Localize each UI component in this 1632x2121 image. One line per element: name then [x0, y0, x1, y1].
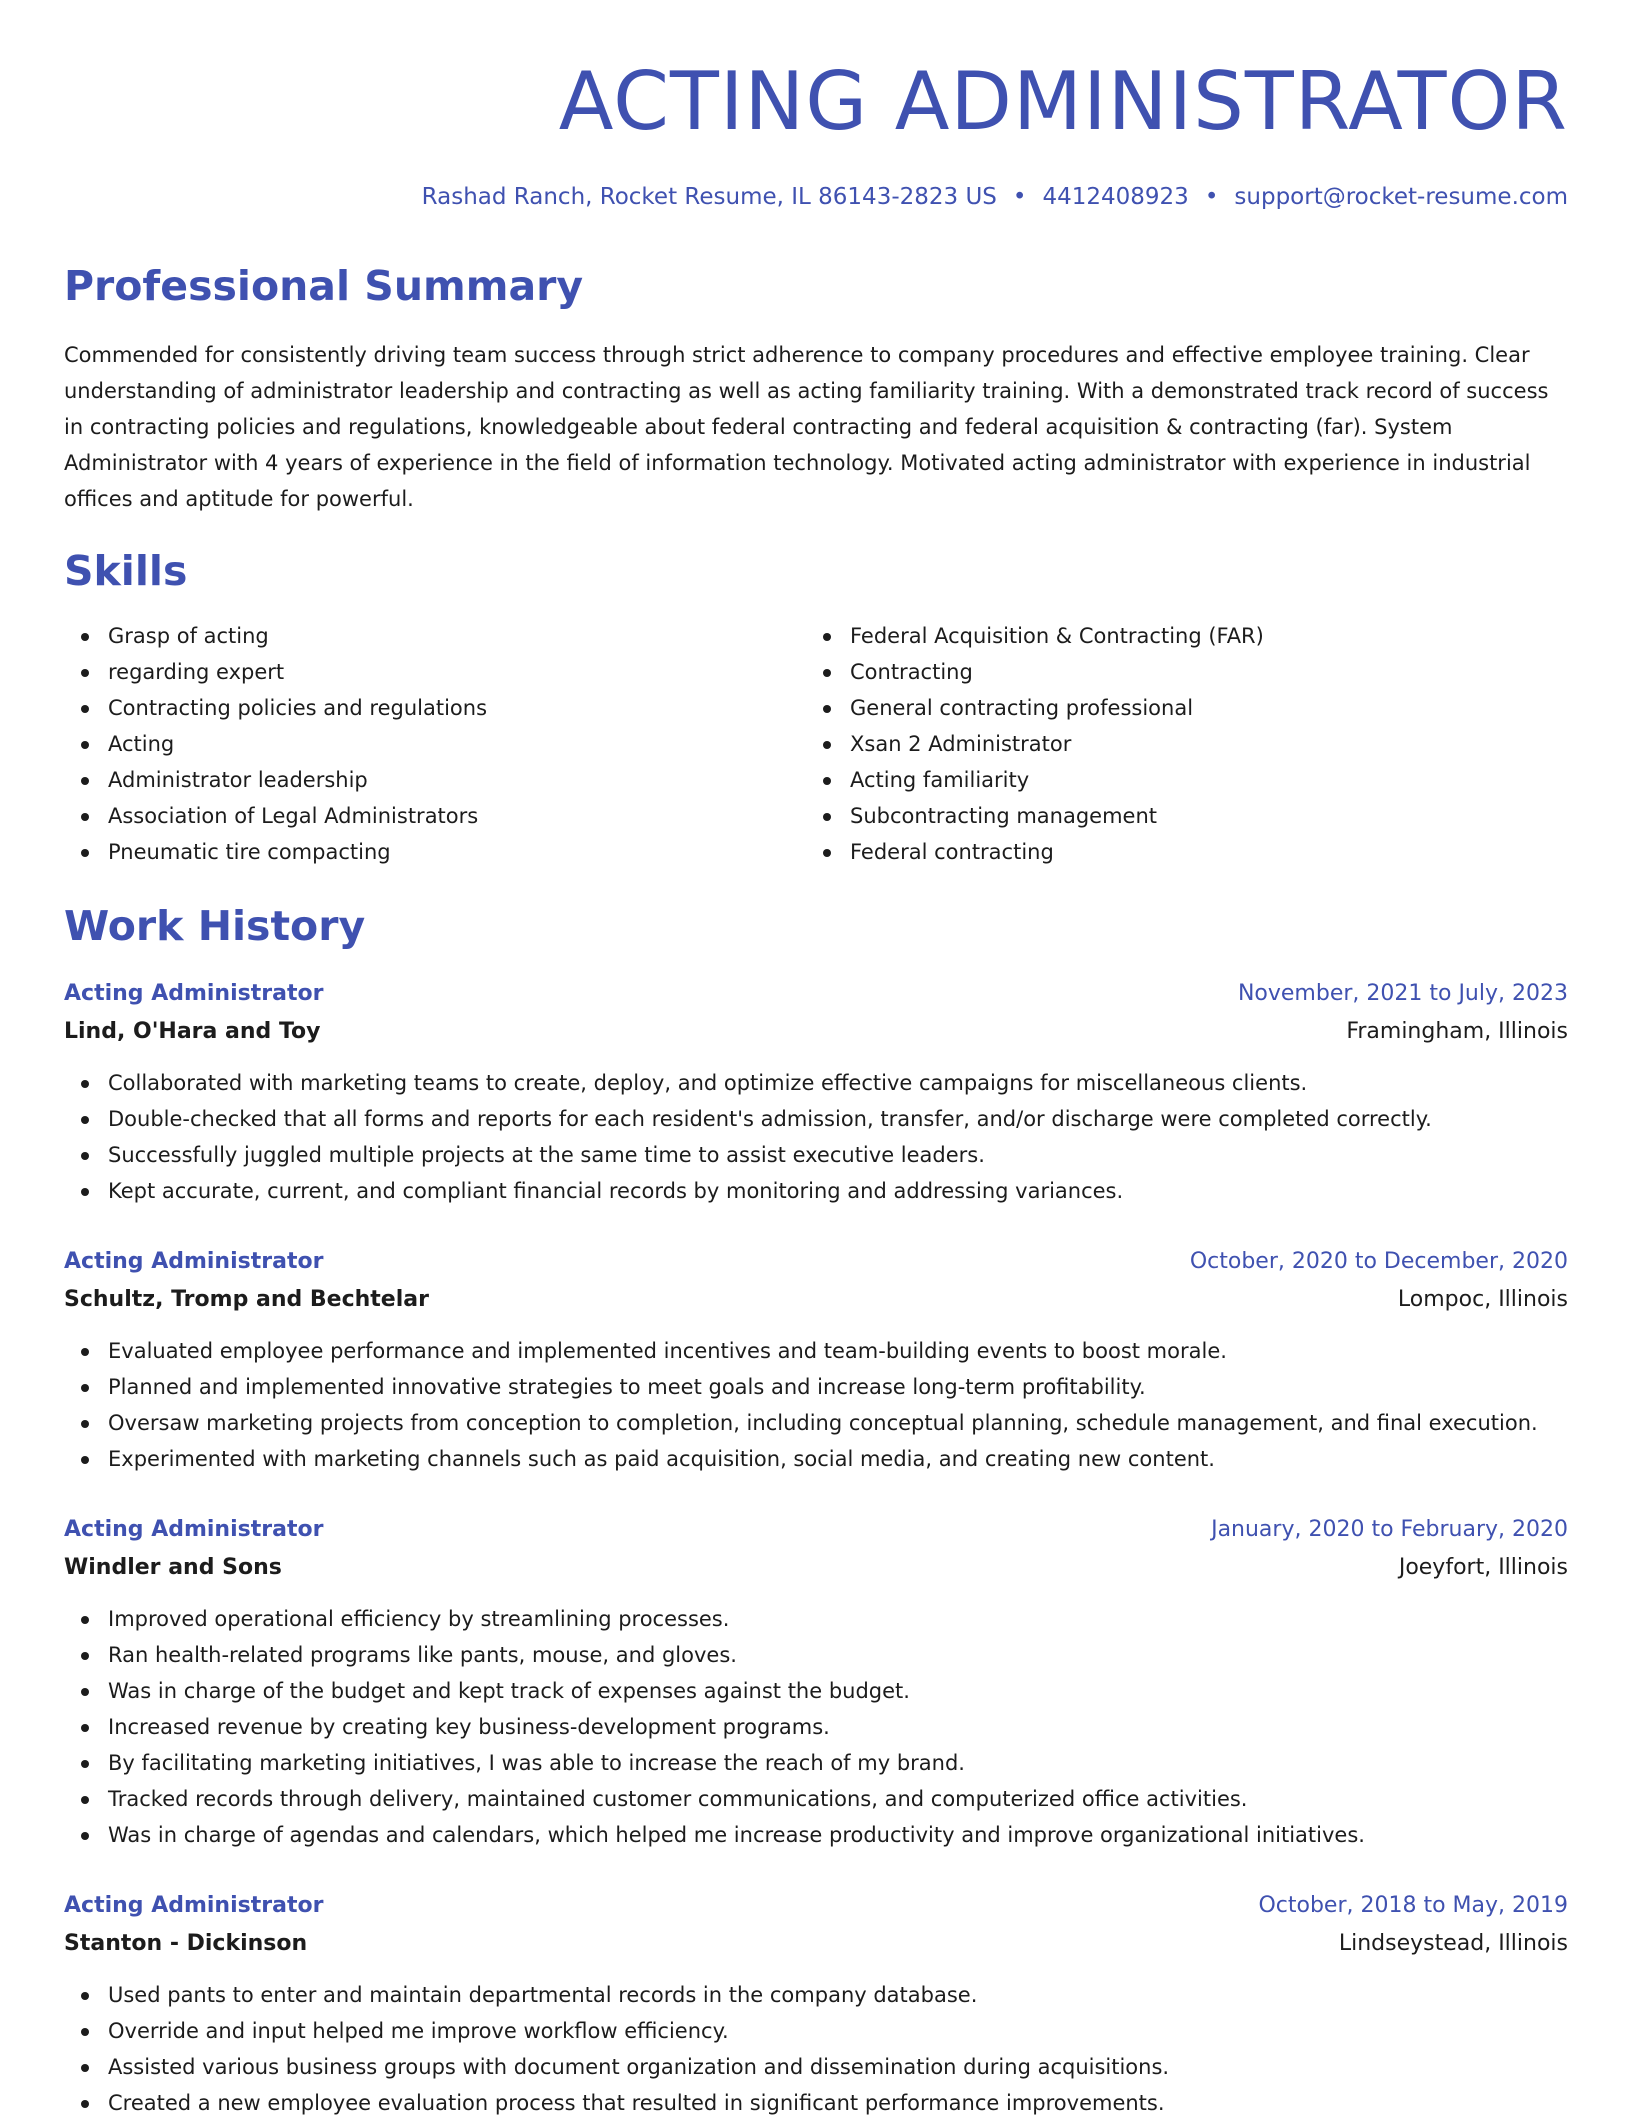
skill-item: Federal contracting	[850, 834, 1548, 870]
job-bullet: Used pants to enter and maintain departmental records in the company database.	[108, 1977, 1568, 2013]
job-bullet: Ran health-related programs like pants, mouse, and gloves.	[108, 1637, 1568, 1673]
job-location: Lompoc, Illinois	[1397, 1287, 1568, 1312]
skill-item: Administrator leadership	[108, 762, 806, 798]
skill-item: Acting familiarity	[850, 762, 1548, 798]
job-entry	[64, 975, 1568, 1209]
job-bullet: Experimented with marketing channels such as paid acquisition, social media, and creating new content.	[108, 1441, 1568, 1477]
job-title: Acting Administrator	[64, 1517, 324, 1542]
skill-item: Grasp of acting	[108, 618, 806, 654]
job-company: Schultz, Tromp and Bechtelar	[64, 1287, 429, 1312]
resume-page	[64, 0, 1568, 2121]
skill-item: regarding expert	[108, 654, 806, 690]
job-header-row	[64, 975, 1568, 1013]
job-bullet: Evaluated employee performance and implemented incentives and team-building events to boost morale.	[108, 1333, 1568, 1369]
job-company-row	[64, 1925, 1568, 1963]
job-bullets	[64, 1601, 1568, 1853]
job-title: Acting Administrator	[64, 1249, 324, 1274]
job-bullet: Tracked records through delivery, maintained customer communications, and computerized office activities.	[108, 1781, 1568, 1817]
skill-item: Pneumatic tire compacting	[108, 834, 806, 870]
job-header-row	[64, 1243, 1568, 1281]
job-company-row	[64, 1013, 1568, 1051]
skill-item: Contracting	[850, 654, 1548, 690]
job-dates: October, 2018 to May, 2019	[1258, 1893, 1568, 1918]
job-bullet: Override and input helped me improve workflow efficiency.	[108, 2013, 1568, 2049]
job-bullets	[64, 1977, 1568, 2121]
job-location: Lindseystead, Illinois	[1338, 1931, 1568, 1956]
job-company: Stanton - Dickinson	[64, 1931, 308, 1956]
contact-separator: •	[1204, 184, 1219, 210]
job-entry	[64, 1511, 1568, 1853]
skill-item: General contracting professional	[850, 690, 1548, 726]
job-bullet: Was in charge of agendas and calendars, which helped me increase productivity and improve organizational initiatives.	[108, 1817, 1568, 1853]
job-dates: January, 2020 to February, 2020	[1211, 1517, 1568, 1542]
job-title: Acting Administrator	[64, 1893, 324, 1918]
job-bullets	[64, 1065, 1568, 1209]
job-header-row	[64, 1887, 1568, 1925]
job-header-row	[64, 1511, 1568, 1549]
job-dates: October, 2020 to December, 2020	[1189, 1249, 1568, 1274]
skill-item: Xsan 2 Administrator	[850, 726, 1548, 762]
job-bullet: Planned and implemented innovative strategies to meet goals and increase long-term profitability.	[108, 1369, 1568, 1405]
contact-address: Rashad Ranch, Rocket Resume, IL 86143-2823 US	[421, 184, 997, 210]
skill-item: Acting	[108, 726, 806, 762]
skills-column-right	[806, 618, 1548, 870]
job-entry	[64, 1243, 1568, 1477]
contact-line	[64, 184, 1568, 214]
job-company: Windler and Sons	[64, 1555, 282, 1580]
job-title: Acting Administrator	[64, 981, 324, 1006]
skill-item: Association of Legal Administrators	[108, 798, 806, 834]
skill-item: Contracting policies and regulations	[108, 690, 806, 726]
job-company-row	[64, 1281, 1568, 1319]
skills-list	[64, 618, 1568, 870]
work-history-heading: Work History	[64, 902, 366, 950]
summary-heading: Professional Summary	[64, 262, 584, 310]
job-dates: November, 2021 to July, 2023	[1237, 981, 1568, 1006]
skill-item: Federal Acquisition & Contracting (FAR)	[850, 618, 1548, 654]
job-bullet: Increased revenue by creating key business-development programs.	[108, 1709, 1568, 1745]
job-bullet: Oversaw marketing projects from conception to completion, including conceptual planning, schedule management, and final execution.	[108, 1405, 1568, 1441]
contact-phone: 4412408923	[1042, 184, 1189, 210]
job-bullets	[64, 1333, 1568, 1477]
summary-text: Commended for consistently driving team success through strict adherence to company procedures and effective employee training. Clear understanding of administrator leadership and contracting as well as acting familiarity training. With a demonstrated track record of success in contracting policies and regulations, knowledgeable about federal contracting and federal acquisition & contracting (far). System Administrator with 4 years of experience in the field of information technology. Motivated acting administrator with experience in industrial offices and aptitude for powerful.	[64, 343, 1549, 511]
job-company-row	[64, 1549, 1568, 1587]
job-bullet: Created a new employee evaluation process that resulted in significant performance improvements.	[108, 2085, 1568, 2121]
job-bullet: Double-checked that all forms and reports for each resident's admission, transfer, and/or discharge were completed correctly.	[108, 1101, 1568, 1137]
job-bullet: Assisted various business groups with document organization and dissemination during acquisitions.	[108, 2049, 1568, 2085]
job-company: Lind, O'Hara and Toy	[64, 1019, 321, 1044]
job-location: Joeyfort, Illinois	[1398, 1555, 1568, 1580]
skills-heading: Skills	[64, 547, 188, 595]
contact-separator: •	[1012, 184, 1027, 210]
job-bullet: Was in charge of the budget and kept track of expenses against the budget.	[108, 1673, 1568, 1709]
job-bullet: By facilitating marketing initiatives, I was able to increase the reach of my brand.	[108, 1745, 1568, 1781]
job-entry	[64, 1887, 1568, 2121]
job-location: Framingham, Illinois	[1346, 1019, 1568, 1044]
job-bullet: Collaborated with marketing teams to create, deploy, and optimize effective campaigns for miscellaneous clients.	[108, 1065, 1568, 1101]
contact-email: support@rocket-resume.com	[1234, 184, 1568, 210]
job-bullet: Kept accurate, current, and compliant financial records by monitoring and addressing variances.	[108, 1173, 1568, 1209]
skills-column-left	[64, 618, 806, 870]
job-bullet: Successfully juggled multiple projects at the same time to assist executive leaders.	[108, 1137, 1568, 1173]
job-bullet: Improved operational efficiency by streamlining processes.	[108, 1601, 1568, 1637]
resume-name: ACTING ADMINISTRATOR	[558, 55, 1568, 148]
skill-item: Subcontracting management	[850, 798, 1548, 834]
